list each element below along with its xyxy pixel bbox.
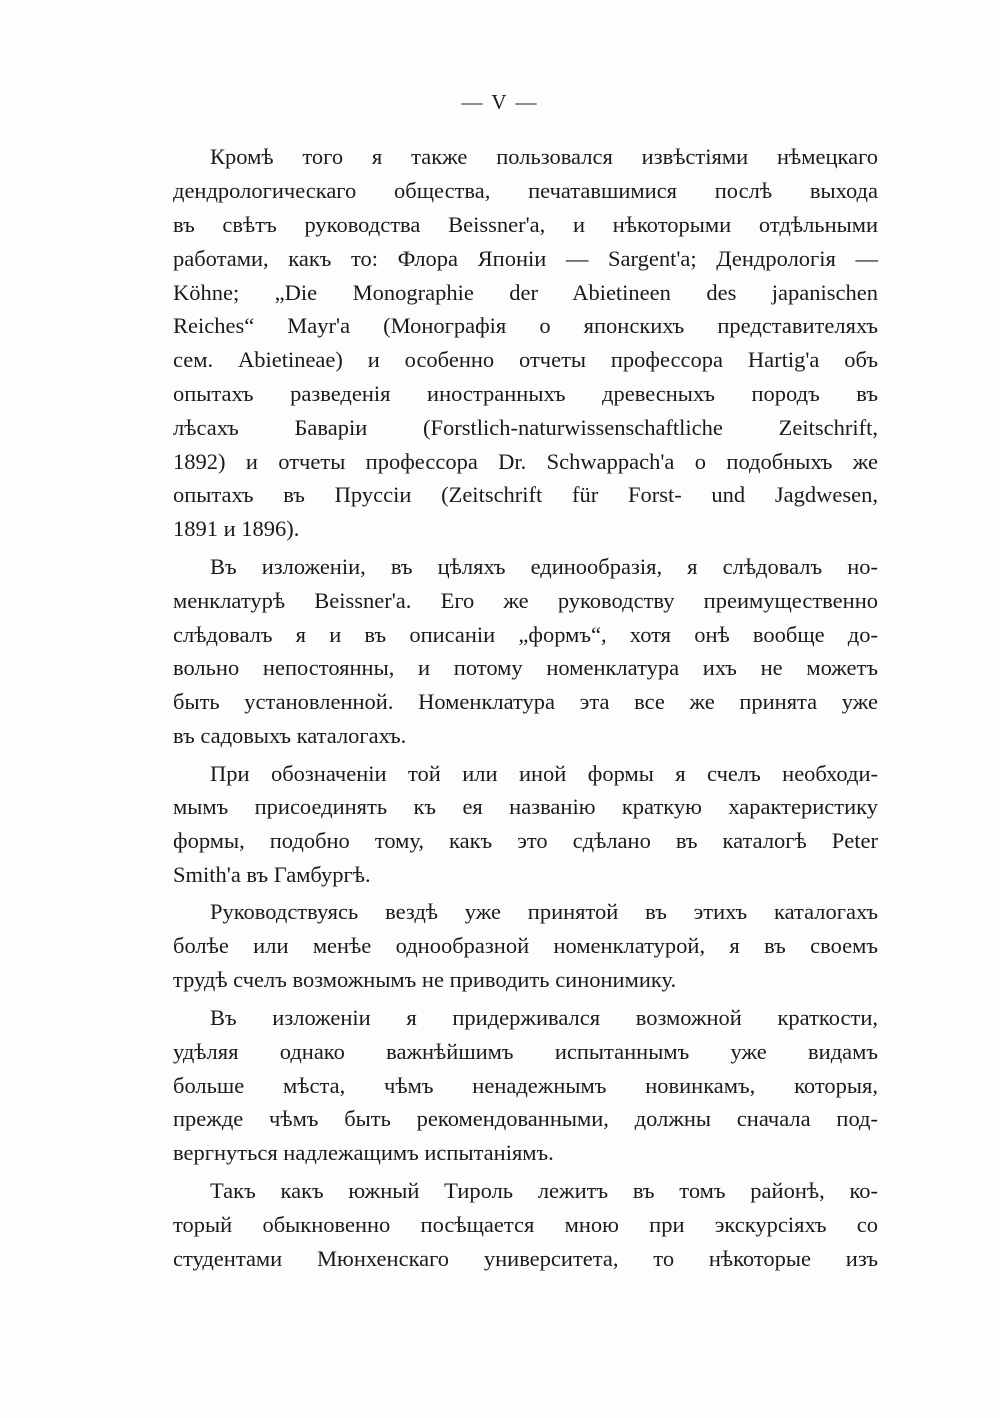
paragraph-1-line: опытахъ разведенія иностранныхъ древесныхъ породъ въ [173,381,878,406]
page-number: — V — [461,90,539,114]
paragraph-5-line: Въ изложеніи я придерживался возможной краткости, [210,1005,878,1030]
paragraph-5-line: больше мѣста, чѣмъ ненадежнымъ новинкамъ, которыя, [173,1073,878,1098]
paragraph-3-line: Smith'a въ Гамбургѣ. [173,862,371,887]
paragraph-3-line: мымъ присоединять къ ея названію краткую характеристику [173,794,878,819]
paragraph-2-line: Въ изложеніи, въ цѣляхъ единообразія, я слѣдовалъ но- [210,554,878,579]
paragraph-3-line: При обозначеніи той или иной формы я счелъ необходи- [210,761,878,786]
paragraph-2-line: слѣдовалъ я и въ описаніи „формъ“, хотя онѣ вообще до- [173,622,878,647]
paragraph-1-line: опытахъ въ Пруссіи (Zeitschrift für Forst- und Jagdwesen, [173,482,878,507]
paragraph-1-line: Reiches“ Mayr'a (Монографія о японскихъ представителяхъ [173,313,878,338]
paragraph-1-line: дендрологическаго общества, печатавшимися послѣ выхода [173,178,878,203]
paragraph-6-line: студентами Мюнхенскаго университета, то нѣкоторые изъ [173,1246,878,1271]
paragraph-1-line: Köhne; „Die Monographie der Abietineen des japanischen [173,280,878,305]
paragraph-4-line: Руководствуясь вездѣ уже принятой въ этихъ каталогахъ [210,899,878,924]
paragraph-2-line: въ садовыхъ каталогахъ. [173,723,407,748]
paragraph-4-line: трудѣ счелъ возможнымъ не приводить синонимику. [173,967,677,992]
paragraph-2-line: вольно непостоянны, и потому номенклатура ихъ не можетъ [173,655,878,680]
paragraph-2-line: менклатурѣ Beissner'a. Его же руководству преимущественно [173,588,878,613]
paragraph-6-line: торый обыкновенно посѣщается мною при экскурсіяхъ со [173,1212,878,1237]
paragraph-3-line: формы, подобно тому, какъ это сдѣлано въ каталогѣ Peter [173,828,878,853]
paragraph-1-line: Кромѣ того я также пользовался извѣстіями нѣмецкаго [210,144,878,169]
paragraph-5-line: прежде чѣмъ быть рекомендованными, должны сначала под- [173,1106,878,1131]
paragraph-1-line: 1892) и отчеты профессора Dr. Schwappach'a о подобныхъ же [173,449,878,474]
paragraph-1-line: въ свѣтъ руководства Beissner'a, и нѣкоторыми отдѣльными [173,212,878,237]
paragraph-5-line: удѣляя однако важнѣйшимъ испытаннымъ уже видамъ [173,1039,878,1064]
paragraph-5-line: вергнуться надлежащимъ испытаніямъ. [173,1140,554,1165]
paragraph-1-line: лѣсахъ Баваріи (Forstlich-naturwissenschaftliche Zeitschrift, [173,415,878,440]
paragraph-6-line: Такъ какъ южный Тироль лежитъ въ томъ районѣ, ко- [210,1178,878,1203]
paragraph-1-line: 1891 и 1896). [173,516,300,541]
paragraph-1-line: сем. Abietineae) и особенно отчеты профессора Hartig'a объ [173,347,878,372]
paragraph-1-line: работами, какъ то: Флора Японіи — Sargent'a; Дендрологія — [173,246,878,271]
paragraph-4-line: болѣе или менѣе однообразной номенклатурой, я въ своемъ [173,933,878,958]
paragraph-2-line: быть установленной. Номенклатура эта все же принята уже [173,689,878,714]
